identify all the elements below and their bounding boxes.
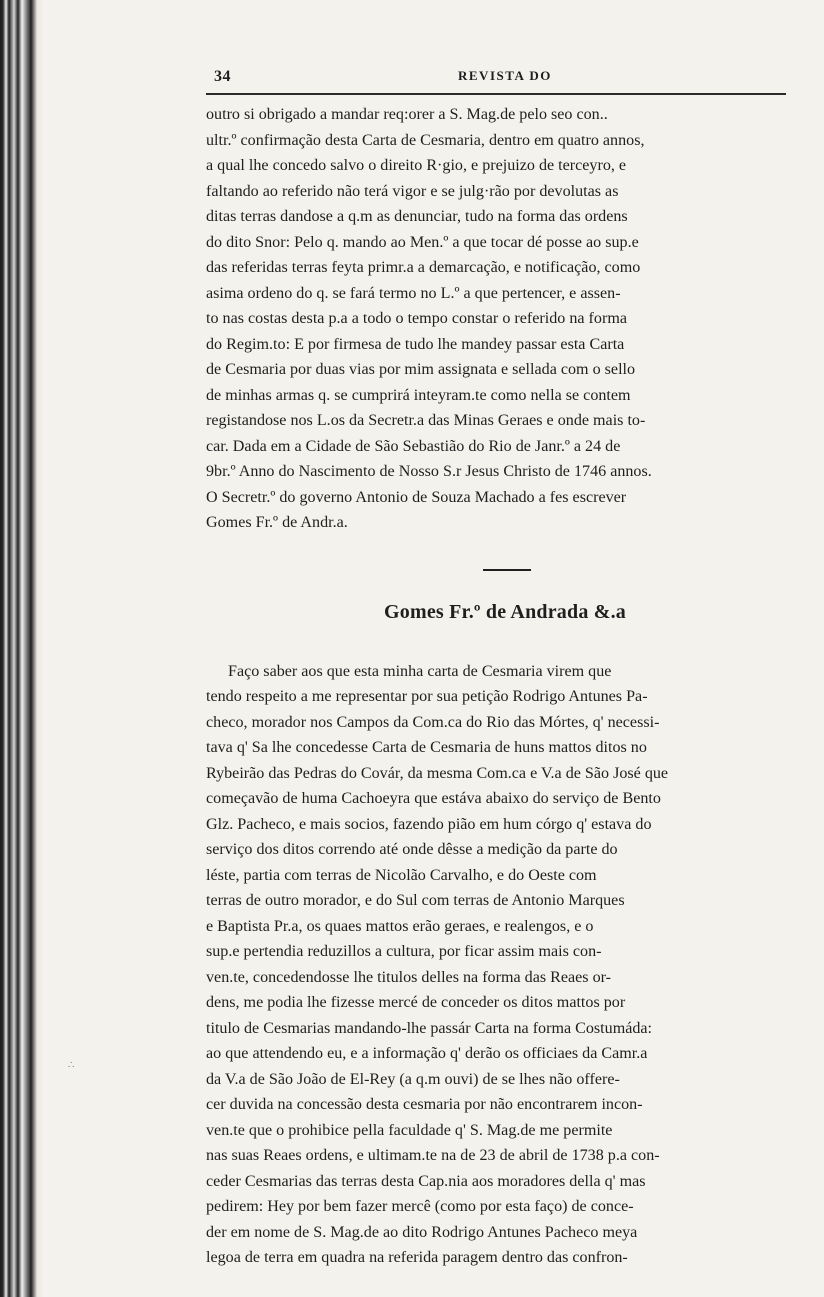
paragraph-line: cer duvida na concessão desta cesmaria por não encontrarem incon- <box>206 1096 643 1113</box>
section-divider <box>483 569 531 571</box>
paragraph-line: nas suas Reaes ordens, e ultimam.te na de 23 de abril de 1738 p.a con- <box>206 1147 660 1164</box>
paragraph-line: legoa de terra em quadra na referida paragem dentro das confron- <box>206 1249 628 1266</box>
paragraph-line: tava q' Sa lhe concedesse Carta de Cesmaria de huns mattos ditos no <box>206 739 647 756</box>
paragraph-line: ao que attendendo eu, e a informação q' derão os officiaes da Camr.a <box>206 1045 648 1062</box>
paragraph-line: de Cesmaria por duas vias por mim assignata e sellada com o sello <box>206 361 636 378</box>
section-title: Gomes Fr.º de Andrada &.a <box>384 600 626 623</box>
paragraph-line: Faço saber aos que esta minha carta de Cesmaria virem que <box>228 662 612 680</box>
paragraph-line: faltando ao referido não terá vigor e se julg·rão por devolutas as <box>206 182 619 200</box>
paragraph-line: e Baptista Pr.a, os quaes mattos erão geraes, e realengos, e o <box>206 917 594 935</box>
paragraph-line: Rybeirão das Pedras do Covár, da mesma Com.ca e V.a de São José que <box>206 764 669 782</box>
header-rule <box>206 93 786 95</box>
paragraph-line: do dito Snor: Pelo q. mando ao Men.º a que tocar dé posse ao sup.e <box>206 233 639 251</box>
paragraph-line: terras de outro morador, e do Sul com terras de Antonio Marques <box>206 892 625 909</box>
paragraph-line: das referidas terras feyta primr.a a demarcação, e notificação, como <box>206 259 641 276</box>
paragraph-line: Gomes Fr.º de Andr.a. <box>206 514 348 531</box>
paragraph-line: serviço dos ditos correndo até onde dêsse a medição da parte do <box>206 841 618 858</box>
paragraph-line: sup.e pertendia reduzillos a cultura, por ficar assim mais con- <box>206 943 602 960</box>
paragraph-line: ditas terras dandose a q.m as denunciar, tudo na forma das ordens <box>206 208 628 225</box>
paragraph-line: O Secretr.º do governo Antonio de Souza Machado a fes escrever <box>206 488 627 506</box>
running-header <box>206 68 796 92</box>
paragraph-line: 9br.º Anno do Nascimento de Nosso S.r Jesus Christo de 1746 annos. <box>206 463 652 480</box>
paragraph-line: ven.te que o prohibice pella faculdade q' S. Mag.de me permite <box>206 1121 613 1139</box>
paragraph-line: asima ordeno do q. se fará termo no L.º a que pertencer, e assen- <box>206 284 621 302</box>
margin-mark: ∴ <box>68 1060 75 1071</box>
paragraph-line: da V.a de São João de El-Rey (a q.m ouvi) de se lhes não offere- <box>206 1070 620 1088</box>
paragraph-continuation <box>206 102 796 536</box>
paragraph-line: ceder Cesmarias das terras desta Cap.nia aos moradores della q' mas <box>206 1172 646 1190</box>
paragraph-line: de minhas armas q. se cumprirá inteyram.te como nella se contem <box>206 386 631 404</box>
paragraph-line: a qual lhe concedo salvo o direito R·gio, e prejuizo de terceyro, e <box>206 157 627 174</box>
paragraph-line: titulo de Cesmarias mandando-lhe passár Carta na forma Costumáda: <box>206 1019 653 1037</box>
paragraph-line: car. Dada em a Cidade de São Sebastião do Rio de Janr.º a 24 de <box>206 437 621 455</box>
paragraph-line: dens, me podia lhe fizesse mercé de conceder os ditos mattos por <box>206 994 626 1011</box>
paragraph-line: ultr.º confirmação desta Carta de Cesmaria, dentro em quatro annos, <box>206 131 645 149</box>
book-binding-edge <box>0 0 44 1297</box>
page-number: 34 <box>214 68 231 85</box>
paragraph-line: der em nome de S. Mag.de ao dito Rodrigo Antunes Pacheco meya <box>206 1223 638 1241</box>
paragraph-line: pedirem: Hey por bem fazer mercê (como por esta faço) de conce- <box>206 1198 634 1215</box>
paragraph-line: to nas costas desta p.a a todo o tempo constar o referido na forma <box>206 310 627 327</box>
paragraph-line: ven.te, concedendosse lhe titulos delles na forma das Reaes or- <box>206 968 612 986</box>
paragraph-line: começavão de huma Cachoeyra que estáva abaixo do serviço de Bento <box>206 790 661 807</box>
running-title: REVISTA DO <box>458 68 552 83</box>
paragraph-line: do Regim.to: E por firmesa de tudo lhe mandey passar esta Carta <box>206 335 625 353</box>
paragraph-main <box>206 659 796 1271</box>
document-page <box>206 68 796 1271</box>
paragraph-line: léste, partia com terras de Nicolão Carvalho, e do Oeste com <box>206 866 597 884</box>
paragraph-line: tendo respeito a me representar por sua petição Rodrigo Antunes Pa- <box>206 688 648 705</box>
paragraph-line: checo, morador nos Campos da Com.ca do Rio das Mórtes, q' necessi- <box>206 713 660 731</box>
paragraph-line: Glz. Pacheco, e mais socios, fazendo pião em hum córgo q' estava do <box>206 815 652 833</box>
paragraph-line: outro si obrigado a mandar req:orer a S. Mag.de pelo seo con.. <box>206 106 608 123</box>
paragraph-line: registandose nos L.os da Secretr.a das Minas Geraes e onde mais to- <box>206 412 646 429</box>
